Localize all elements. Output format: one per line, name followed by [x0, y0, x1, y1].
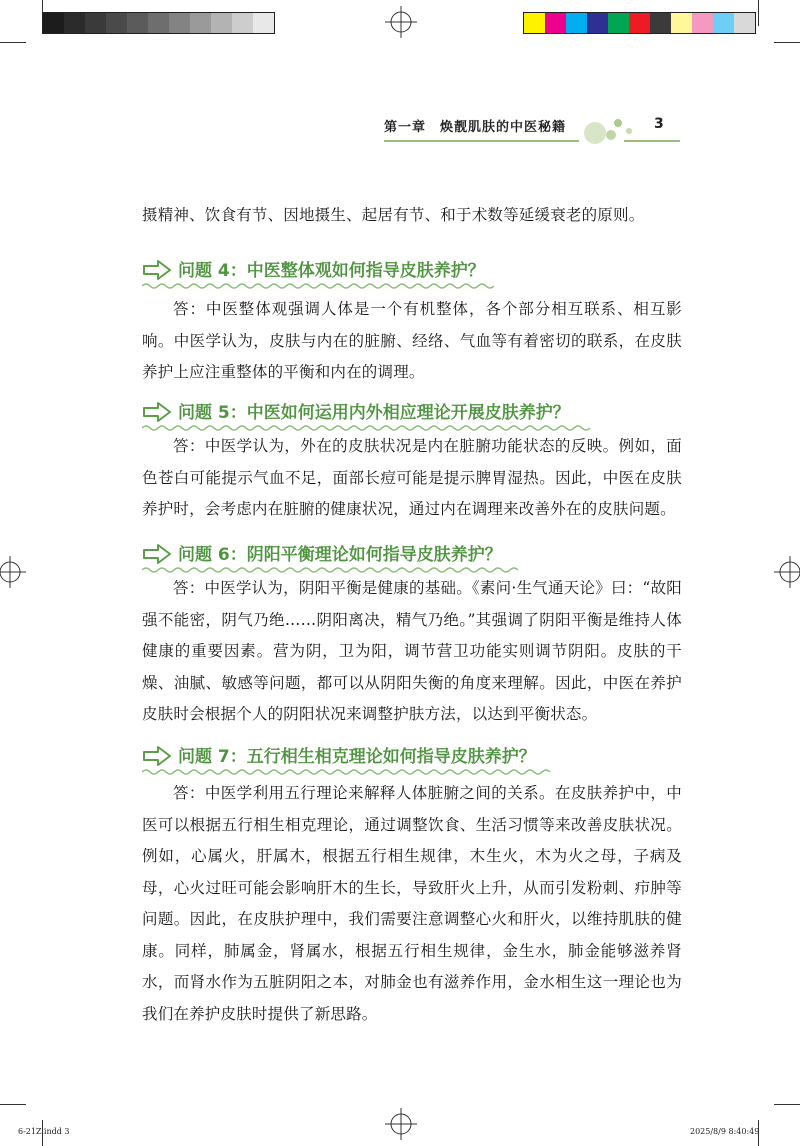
registration-mark-icon — [385, 1108, 417, 1140]
question-heading — [142, 540, 702, 574]
color-swatch — [671, 13, 692, 33]
color-swatch — [232, 13, 253, 33]
color-swatch — [43, 13, 64, 33]
registration-mark-icon — [0, 556, 26, 588]
arrow-icon — [142, 401, 174, 423]
question-text: 问题 4：中医整体观如何指导皮肤养护？ — [178, 261, 485, 281]
color-swatch — [148, 13, 169, 33]
crop-mark — [0, 42, 26, 43]
answer-paragraph: 答：中医学认为，外在的皮肤状况是内在脏腑功能状态的反映。例如，面色苍白可能提示气血不足，面部长痘可能是提示脾胃湿热。因此，中医在皮肤养护时，会考虑内在脏腑的健康状况，通过内在调理来改善外在的皮肤问题。 — [142, 437, 682, 518]
color-swatch — [85, 13, 106, 33]
crop-mark — [0, 1104, 26, 1105]
arrow-icon — [142, 745, 174, 767]
color-swatch — [713, 13, 734, 33]
color-swatch — [106, 13, 127, 33]
question-heading — [142, 398, 702, 432]
print-timestamp: 2025/8/9 8:40:49 — [690, 1127, 760, 1136]
color-swatch — [253, 13, 274, 33]
question-text: 问题 6：阴阳平衡理论如何指导皮肤养护？ — [178, 545, 502, 565]
color-calibration-bar — [523, 12, 756, 34]
crop-mark — [758, 0, 759, 26]
answer-paragraph: 答：中医学利用五行理论来解释人体脏腑之间的关系。在皮肤养护中，中医可以根据五行相生相克理论，通过调整饮食、生活习惯等来改善皮肤状况。例如，心属火，肝属木，根据五行相生规律，木生火，木为火之母，子病及母，心火过旺可能会影响肝木的生长，导致肝火上升，从而引发粉刺、疖肿等问题。因此，在皮肤护理中，我们需要注意调整心火和肝火，以维持肌肤的健康。同样，肺属金，肾属水，根据五行相生规律，金生水，肺金能够滋养肾水，而肾水作为五脏阴阳之本，对肺金也有滋养作用，金水相生这一理论也为我们在养护皮肤时提供了新思路。 — [142, 784, 682, 1023]
color-swatch — [587, 13, 608, 33]
color-swatch — [608, 13, 629, 33]
color-swatch — [169, 13, 190, 33]
color-swatch — [566, 13, 587, 33]
color-swatch — [692, 13, 713, 33]
question-text: 问题 5：中医如何运用内外相应理论开展皮肤养护？ — [178, 403, 570, 423]
question-heading — [142, 256, 702, 290]
registration-mark-icon — [385, 6, 417, 38]
running-header — [384, 116, 684, 146]
question-heading — [142, 742, 702, 776]
color-swatch — [629, 13, 650, 33]
header-rule — [624, 140, 680, 142]
grayscale-calibration-bar — [42, 12, 275, 34]
file-slug: 6-21Z.indd 3 — [18, 1127, 70, 1136]
wave-underline — [142, 768, 554, 776]
color-swatch — [650, 13, 671, 33]
chapter-title: 第一章 焕靓肌肤的中医秘籍 — [384, 120, 567, 135]
color-swatch — [524, 13, 545, 33]
answer-paragraph: 答：中医学认为，阴阳平衡是健康的基础。《素问·生气通天论》曰：“故阳强不能密，阴气乃绝……阴阳离决，精气乃绝。”其强调了阴阳平衡是维持人体健康的重要因素。营为阴，卫为阳，调节营卫功能实则调节阴阳。皮肤的干燥、油腻、敏感等问题，都可以从阴阳失衡的角度来理解。因此，中医在养护皮肤时会根据个人的阴阳状况来调整护肤方法，以达到平衡状态。 — [142, 579, 682, 723]
question-text: 问题 7：五行相生相克理论如何指导皮肤养护？ — [178, 747, 536, 767]
registration-mark-icon — [774, 556, 800, 588]
crop-mark — [774, 42, 800, 43]
color-swatch — [127, 13, 148, 33]
intro-paragraph: 摄精神、饮食有节、因地摄生、起居有节、和于术数等延缓衰老的原则。 — [142, 206, 645, 224]
color-swatch — [64, 13, 85, 33]
color-swatch — [734, 13, 755, 33]
arrow-icon — [142, 259, 174, 281]
color-swatch — [545, 13, 566, 33]
wave-underline — [142, 282, 498, 290]
color-swatch — [211, 13, 232, 33]
answer-paragraph: 答：中医整体观强调人体是一个有机整体，各个部分相互联系、相互影响。中医学认为，皮肤与内在的脏腑、经络、气血等有着密切的联系，在皮肤养护上应注重整体的平衡和内在的调理。 — [142, 300, 682, 381]
color-swatch — [190, 13, 211, 33]
header-rule — [384, 140, 579, 142]
arrow-icon — [142, 543, 174, 565]
crop-mark — [774, 1104, 800, 1105]
page-number: 3 — [654, 116, 664, 132]
